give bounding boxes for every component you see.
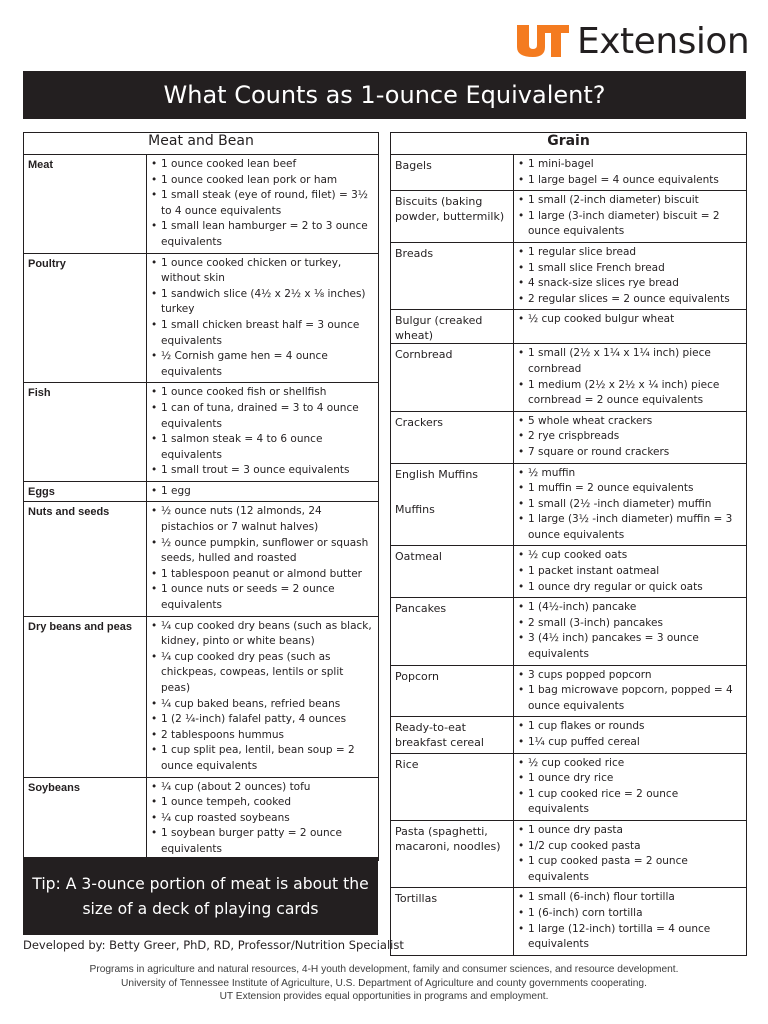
list-item: • ½ ounce pumpkin, sunflower or squash seeds, hulled and roasted [151, 536, 374, 567]
list-item: • 1 small (6-inch) flour tortilla [518, 890, 742, 906]
list-item: • 1 cup flakes or rounds [518, 719, 742, 735]
list-item: • 1 tablespoon peanut or almond butter [151, 567, 374, 583]
list-item: • 1/2 cup cooked pasta [518, 839, 742, 855]
table-row [24, 481, 379, 502]
food-category [24, 616, 147, 777]
table-row [391, 155, 747, 191]
food-category [391, 310, 514, 344]
list-item: • 1 ounce dry regular or quick oats [518, 580, 742, 596]
list-item: • 4 snack-size slices rye bread [518, 276, 742, 292]
list-item: • 2 rye crispbreads [518, 429, 742, 445]
grain-heading: Grain [391, 133, 747, 155]
list-item: • 1 small slice French bread [518, 261, 742, 277]
list-item: • 5 whole wheat crackers [518, 414, 742, 430]
list-item: • 1 small (2-inch diameter) biscuit [518, 193, 742, 209]
equivalents-list [518, 719, 742, 750]
logo-text: Extension [577, 20, 750, 62]
list-item: • 2 tablespoons hummus [151, 728, 374, 744]
equivalents-cell [514, 888, 747, 955]
list-item: • 1 sandwich slice (4½ x 2½ x ⅛ inches) turkey [151, 287, 374, 318]
equivalents-list [518, 346, 742, 408]
table-row [24, 383, 379, 482]
equivalents-cell [514, 242, 747, 309]
equivalents-cell [514, 546, 747, 598]
equivalents-cell [514, 717, 747, 753]
equivalents-list [151, 780, 374, 858]
equivalents-cell [147, 777, 379, 860]
table-row [24, 502, 379, 616]
table-row [391, 344, 747, 411]
list-item: • 1 small (2½ x 1¼ x 1¼ inch) piece cornbread [518, 346, 742, 377]
list-item: • ¼ cup cooked dry beans (such as black, kidney, pinto or white beans) [151, 619, 374, 650]
list-item: • 1 large (3-inch diameter) biscuit = 2 ounce equivalents [518, 209, 742, 240]
table-row [24, 155, 379, 254]
table-row [391, 546, 747, 598]
list-item: • 1 mini-bagel [518, 157, 742, 173]
table-row [391, 310, 747, 344]
page-title: What Counts as 1-ounce Equivalent? [23, 71, 746, 119]
food-category [391, 463, 514, 546]
list-item: • ½ muffin [518, 466, 742, 482]
equivalents-cell [147, 253, 379, 383]
list-item: • 1 egg [151, 484, 374, 500]
list-item: • 1 ounce cooked lean beef [151, 157, 374, 173]
food-category [391, 888, 514, 955]
equivalents-cell [147, 481, 379, 502]
list-item: • 1 small trout = 3 ounce equivalents [151, 463, 374, 479]
food-category [24, 383, 147, 482]
table-row [391, 665, 747, 717]
food-category-label: Rice [395, 757, 419, 771]
list-item: • 1 bag microwave popcorn, popped = 4 ounce equivalents [518, 683, 742, 714]
table-row [391, 463, 747, 546]
food-category [391, 753, 514, 820]
list-item: • 1 ounce cooked chicken or turkey, without skin [151, 256, 374, 287]
food-category-label: Pasta (spaghetti, macaroni, noodles) [395, 824, 501, 853]
equivalents-cell [514, 463, 747, 546]
food-category-label: Popcorn [395, 669, 440, 683]
list-item: • 2 regular slices = 2 ounce equivalents [518, 292, 742, 308]
equivalents-cell [514, 191, 747, 243]
meat-bean-table [23, 132, 379, 861]
list-item: • 1 small steak (eye of round, filet) = 3½ to 4 ounce equivalents [151, 188, 374, 219]
food-category [391, 242, 514, 309]
equivalents-list [518, 823, 742, 885]
food-category-label: Eggs [28, 485, 55, 498]
list-item: • 1 medium (2½ x 2½ x ¼ inch) piece cornbread = 2 ounce equivalents [518, 378, 742, 409]
list-item: • 1 packet instant oatmeal [518, 564, 742, 580]
list-item: • 3 cups popped popcorn [518, 668, 742, 684]
tip-box: Tip: A 3-ounce portion of meat is about the size of a deck of playing cards [23, 857, 378, 935]
food-category [391, 191, 514, 243]
footer-line: UT Extension provides equal opportunities in programs and employment. [219, 991, 549, 1002]
meat-bean-heading: Meat and Bean [24, 133, 379, 155]
equivalents-cell [514, 598, 747, 665]
list-item: • ¼ cup roasted soybeans [151, 811, 374, 827]
list-item: • 1 (6-inch) corn tortilla [518, 906, 742, 922]
list-item: • 1 ounce dry rice [518, 771, 742, 787]
food-category [391, 820, 514, 887]
table-row [391, 191, 747, 243]
list-item: • 1 ounce tempeh, cooked [151, 795, 374, 811]
equivalents-list [518, 668, 742, 715]
footer-line: University of Tennessee Institute of Agriculture, U.S. Department of Agriculture and county governments cooperating. [121, 977, 647, 989]
equivalents-cell [147, 155, 379, 254]
food-category-label: Poultry [28, 257, 66, 270]
table-row [391, 888, 747, 955]
food-category-label: Soybeans [28, 781, 80, 794]
equivalents-list [518, 157, 742, 188]
list-item: • 1 ounce cooked lean pork or ham [151, 173, 374, 189]
food-category-label: Biscuits (baking powder, buttermilk) [395, 195, 505, 224]
equivalents-list [518, 245, 742, 307]
list-item: • ½ cup cooked bulgur wheat [518, 312, 742, 328]
list-item: • 1 small chicken breast half = 3 ounce equivalents [151, 318, 374, 349]
food-category-label: Cornbread [395, 348, 453, 362]
equivalents-list [518, 312, 742, 328]
equivalents-cell [514, 155, 747, 191]
equivalents-list [151, 504, 374, 613]
food-category [391, 598, 514, 665]
ut-extension-logo [515, 20, 749, 62]
food-category [24, 481, 147, 502]
list-item: • 2 small (3-inch) pancakes [518, 616, 742, 632]
list-item: • 1 cup cooked rice = 2 ounce equivalents [518, 787, 742, 818]
list-item: • 1 cup cooked pasta = 2 ounce equivalents [518, 854, 742, 885]
list-item: • 1 salmon steak = 4 to 6 ounce equivalents [151, 432, 374, 463]
equivalents-list [151, 385, 374, 479]
food-category-label: Ready-to-eat breakfast cereal [395, 721, 484, 750]
food-category-label: Nuts and seeds [28, 506, 110, 519]
equivalents-cell [514, 753, 747, 820]
food-category-label: Meat [28, 159, 54, 171]
food-category-label: Oatmeal [395, 550, 442, 564]
table-row [391, 753, 747, 820]
list-item: • ½ ounce nuts (12 almonds, 24 pistachios or 7 walnut halves) [151, 504, 374, 535]
food-category [391, 344, 514, 411]
equivalents-list [151, 157, 374, 251]
list-item: • ¼ cup (about 2 ounces) tofu [151, 780, 374, 796]
equivalents-list [518, 890, 742, 952]
food-category-label: English Muffins [395, 467, 479, 481]
food-category-label: Dry beans and peas [28, 620, 132, 633]
food-category-label: Bulgur (creaked wheat) [395, 314, 483, 343]
food-category-label: Fish [28, 387, 51, 400]
equivalents-cell [147, 616, 379, 777]
equivalents-cell [514, 310, 747, 344]
food-category [24, 502, 147, 616]
equivalents-cell [514, 665, 747, 717]
list-item: • ½ cup cooked oats [518, 548, 742, 564]
list-item: • 1 cup split pea, lentil, bean soup = 2 ounce equivalents [151, 743, 374, 774]
list-item: • ½ cup cooked rice [518, 756, 742, 772]
list-item: • 1¼ cup puffed cereal [518, 735, 742, 751]
food-category [24, 253, 147, 383]
equivalents-cell [147, 502, 379, 616]
equivalents-list [151, 256, 374, 381]
equivalents-list [518, 193, 742, 240]
food-category [391, 546, 514, 598]
list-item: • 1 can of tuna, drained = 3 to 4 ounce equivalents [151, 401, 374, 432]
author-credit: Developed by: Betty Greer, PhD, RD, Professor/Nutrition Specialist [23, 938, 404, 952]
list-item: • 1 muffin = 2 ounce equivalents [518, 481, 742, 497]
footer-line: Programs in agriculture and natural resources, 4-H youth development, family and consumer sciences, and resource development. [89, 964, 679, 975]
table-row [391, 598, 747, 665]
list-item: • 3 (4½ inch) pancakes = 3 ounce equivalents [518, 631, 742, 662]
list-item: • 1 large (3½ -inch diameter) muffin = 3 ounce equivalents [518, 512, 742, 543]
food-category [391, 717, 514, 753]
table-row [391, 820, 747, 887]
equivalents-cell [514, 411, 747, 463]
list-item: • ¼ cup baked beans, refried beans [151, 697, 374, 713]
list-item: • 7 square or round crackers [518, 445, 742, 461]
food-category-label: Pancakes [395, 602, 447, 616]
equivalents-cell [514, 344, 747, 411]
food-category [391, 665, 514, 717]
list-item: • 1 small lean hamburger = 2 to 3 ounce equivalents [151, 219, 374, 250]
equivalents-cell [147, 383, 379, 482]
equivalents-list [151, 484, 374, 500]
table-row [391, 411, 747, 463]
table-row [391, 242, 747, 309]
food-category-label: Bagels [395, 159, 432, 172]
equivalents-list [518, 548, 742, 595]
footer [0, 963, 768, 1004]
list-item: • 1 ounce nuts or seeds = 2 ounce equivalents [151, 582, 374, 613]
list-item: • 1 regular slice bread [518, 245, 742, 261]
ut-logo-icon [515, 23, 571, 59]
food-category-label: Breads [395, 246, 434, 260]
food-category-label: Tortillas [395, 892, 438, 906]
food-category-label: Crackers [395, 415, 443, 429]
food-category [391, 411, 514, 463]
equivalents-list [518, 414, 742, 461]
table-row [391, 717, 747, 753]
equivalents-list [518, 600, 742, 662]
list-item: • 1 large (12-inch) tortilla = 4 ounce equivalents [518, 922, 742, 953]
list-item: • ¼ cup cooked dry peas (such as chickpeas, cowpeas, lentils or split peas) [151, 650, 374, 697]
equivalents-list [518, 756, 742, 818]
grain-table [390, 132, 747, 956]
list-item: • 1 (2 ¼-inch) falafel patty, 4 ounces [151, 712, 374, 728]
table-row [24, 616, 379, 777]
food-category-label: Muffins [395, 502, 435, 516]
list-item: • 1 ounce dry pasta [518, 823, 742, 839]
equivalents-list [518, 466, 742, 544]
equivalents-list [151, 619, 374, 775]
food-category [24, 155, 147, 254]
list-item: • 1 (4½-inch) pancake [518, 600, 742, 616]
list-item: • 1 ounce cooked fish or shellfish [151, 385, 374, 401]
food-category [391, 155, 514, 191]
table-row [24, 253, 379, 383]
food-category [24, 777, 147, 860]
list-item: • 1 large bagel = 4 ounce equivalents [518, 173, 742, 189]
table-row [24, 777, 379, 860]
list-item: • ½ Cornish game hen = 4 ounce equivalents [151, 349, 374, 380]
equivalents-cell [514, 820, 747, 887]
list-item: • 1 soybean burger patty = 2 ounce equivalents [151, 826, 374, 857]
list-item: • 1 small (2½ -inch diameter) muffin [518, 497, 742, 513]
